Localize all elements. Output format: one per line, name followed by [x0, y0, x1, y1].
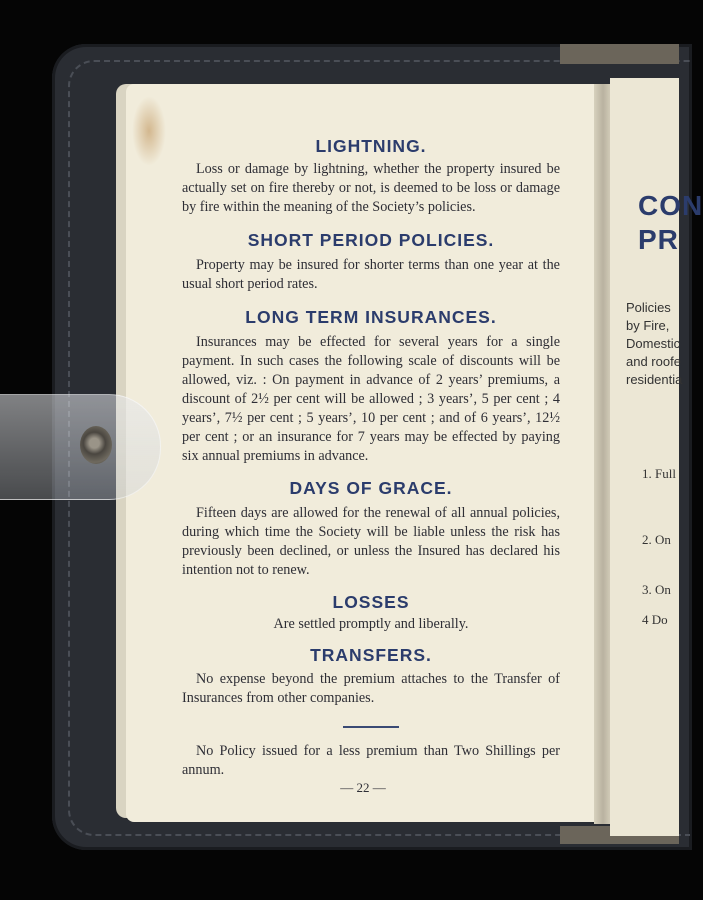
- section-text: Are settled promptly and liberally.: [273, 616, 469, 632]
- right-page-line: by Fire,: [626, 318, 670, 333]
- right-page: [610, 78, 703, 836]
- section-heading: LIGHTNING.: [315, 136, 427, 156]
- page-number: — 22 —: [340, 780, 386, 795]
- page-content: [182, 136, 560, 780]
- section-text: Loss or damage by lightning, whether the property insured be actually set on fire thereby or not, is deemed to be loss or damage by fire within the meaning of the Society’s policies.: [182, 161, 560, 215]
- right-page-line: Domestic: [626, 336, 681, 351]
- footer-note: No Policy issued for a less premium than Two Shillings per annum.: [182, 743, 560, 778]
- section-heading: LOSSES: [332, 592, 410, 612]
- snap-button[interactable]: [80, 426, 112, 464]
- right-page-numbered-item: 4 Do: [642, 612, 668, 627]
- right-page-line: and roofe: [626, 354, 681, 369]
- right-page-numbered-item: 1. Full: [642, 466, 676, 481]
- section-text: Insurances may be effected for several years for a single payment. In such cases the following scale of discounts will be allowed, viz. : On payment in advance of 2 years’ premiums, a discount of 2½ per cent will be allowed ; 3 years’, 5 per cent ; 4 years’, 7½ per cent ; 5 years’, 10 per cent ; and of 6 years’, 12½ per cent ; or an insurance for 7 years may be effected by paying six annual premiums in advance.: [182, 334, 560, 464]
- section-heading: LONG TERM INSURANCES.: [245, 307, 497, 327]
- right-page-title-line1: CON: [638, 190, 703, 221]
- section-text: No expense beyond the premium attaches to the Transfer of Insurances from other companies.: [182, 671, 560, 706]
- paper-stain: [132, 96, 166, 166]
- section-text: Fifteen days are allowed for the renewal of all annual policies, during which time the Society will be liable unless the risk has previously been declined, or unless the Insured has declared his intention not to renew.: [182, 505, 560, 578]
- right-page-line: residentia: [626, 372, 683, 387]
- right-page-numbered-item: 3. On: [642, 582, 671, 597]
- right-page-title-line2: PR: [638, 224, 679, 255]
- section-heading: SHORT PERIOD POLICIES.: [247, 230, 495, 250]
- right-page-line: Policies: [626, 300, 671, 315]
- section-heading: DAYS OF GRACE.: [289, 478, 453, 498]
- section-text: Property may be insured for shorter terms than one year at the usual short period rates.: [182, 257, 560, 292]
- right-page-numbered-item: 2. On: [642, 532, 671, 547]
- divider-rule: [343, 726, 399, 728]
- section-heading: TRANSFERS.: [310, 645, 432, 665]
- spine-tape-top: [560, 44, 679, 64]
